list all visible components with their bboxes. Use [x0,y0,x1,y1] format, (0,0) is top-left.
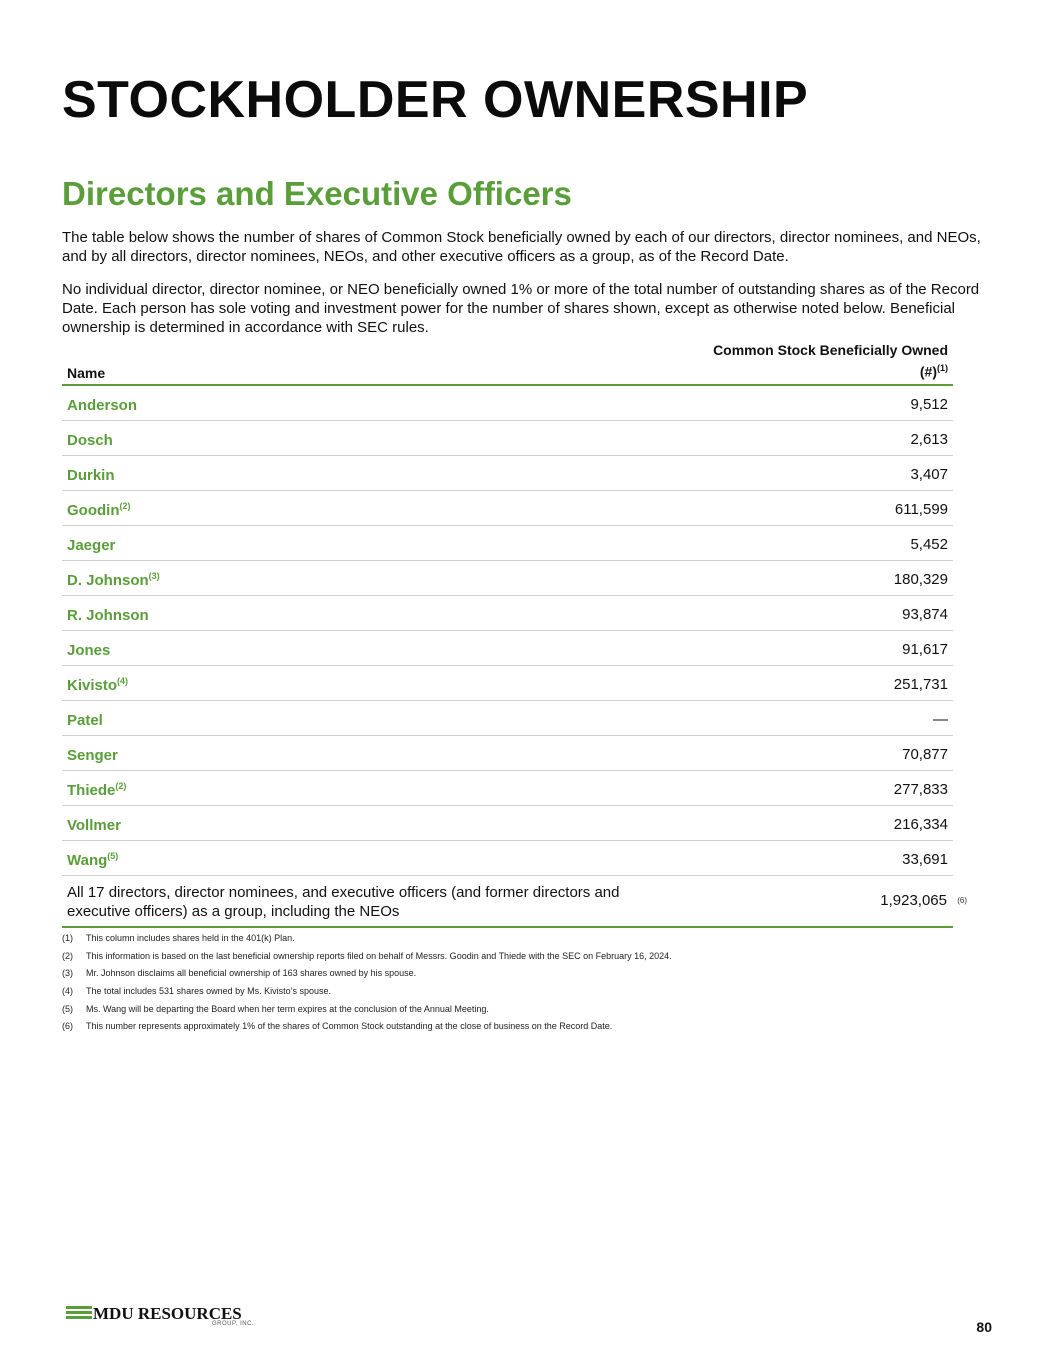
table-row [62,736,953,771]
row-name [67,431,113,449]
row-name [67,851,118,869]
company-logo [66,1304,256,1332]
intro-paragraph-2: No individual director, director nominee, or NEO beneficially owned 1% or more of the total number of outstanding shares as of the Record Date. Each person has sole voting and investment power for the number of shares shown, except as otherwise noted below. Beneficial ownership is determined in accordance with SEC rules. [62,281,980,336]
footnote-text: Mr. Johnson disclaims all beneficial ownership of 163 shares owned by his spouse. [86,968,417,979]
footnote-number: (6) [62,1021,73,1032]
row-footnote-ref: (3) [148,571,160,581]
table-row [62,596,953,631]
row-name [67,746,118,764]
intro-paragraph-1: The table below shows the number of shares of Common Stock beneficially owned by each of our directors, director nominees, and NEOs, and by all directors, director nominees, NEOs, and other executive officers as a group, as of the Record Date. [62,229,981,265]
footnote-text: This information is based on the last beneficial ownership reports filed on behalf of Messrs. Goodin and Thiede with the SEC on February 16, 2024. [86,950,672,961]
row-footnote-ref: (4) [117,676,129,686]
total-value: 1,923,065 [880,892,947,909]
footnote [62,930,962,948]
row-shares-value: 33,691 [902,851,948,868]
footnotes [62,930,962,1036]
table-row [62,456,953,491]
row-name-text: R. Johnson [67,607,149,624]
table-row [62,561,953,596]
row-name-text: D. Johnson [67,572,149,589]
footnote-text: This column includes shares held in the 401(k) Plan. [86,933,295,943]
row-name [67,641,110,659]
column-header-footnote-ref: (1) [937,363,948,374]
footnote [62,965,962,983]
row-name [67,536,115,554]
footnote-number: (4) [62,986,73,997]
table-row [62,771,953,806]
table-row [62,841,953,876]
row-name-text: Dosch [67,432,113,449]
row-footnote-ref: (2) [119,501,131,511]
row-name [67,816,121,834]
table-row [62,421,953,456]
row-shares-value: 70,877 [902,746,948,763]
table-body [62,386,953,876]
page-number: 80 [976,1319,992,1335]
ownership-table [62,342,967,928]
table-row [62,701,953,736]
footnote [62,1001,962,1019]
row-name-text: Jones [67,642,111,659]
footnote-text: Ms. Wang will be departing the Board when her term expires at the conclusion of the Annual Meeting. [86,1003,489,1014]
footnote-number: (1) [62,933,73,943]
footnote [62,948,962,966]
table-total-row [62,876,967,928]
row-footnote-ref: (2) [115,781,127,791]
table-row [62,526,953,561]
row-name-text: Kivisto [67,677,118,694]
row-shares-value: 9,512 [910,396,948,413]
logo-name: MDU RESOURCES [93,1304,242,1323]
row-shares-value: 277,833 [893,781,948,798]
row-name-text: Durkin [67,467,115,484]
table-row [62,386,953,421]
page-title: STOCKHOLDER OWNERSHIP [62,71,809,129]
table-header [62,342,953,386]
table-row [62,491,953,526]
column-header-shares-line1: Common Stock Beneficially Owned [713,342,948,359]
row-shares-value: 91,617 [902,641,948,658]
row-name [67,466,115,484]
row-shares-value: 180,329 [893,571,948,588]
column-header-name: Name [67,365,106,381]
footnote-number: (5) [62,1003,73,1014]
row-name [67,781,126,799]
logo-subtitle: GROUP, INC. [212,1321,255,1327]
row-name [67,676,128,694]
section-title: Directors and Executive Officers [62,175,572,212]
total-footnote-ref: (6) [957,896,967,905]
row-shares-value: — [933,711,948,728]
row-name [67,711,103,729]
row-name-text: Vollmer [67,817,121,834]
row-name-text: Goodin [67,502,120,519]
row-shares-value: 93,874 [902,606,948,623]
row-name-text: Jaeger [67,537,116,554]
row-name [67,606,149,624]
footnote-number: (3) [62,968,73,979]
row-shares-value: 216,334 [893,816,948,833]
table-row [62,666,953,701]
footnote-number: (2) [62,950,73,961]
column-header-shares [713,341,948,381]
row-shares-value: 5,452 [910,536,948,553]
row-name-text: Thiede [67,782,116,799]
row-name [67,571,160,589]
logo-mark-icon [66,1306,92,1320]
footnote-text: The total includes 531 shares owned by Ms. Kivisto’s spouse. [86,986,331,997]
row-name-text: Wang [67,852,108,869]
footnote [62,983,962,1001]
row-name [67,501,131,519]
row-shares-value: 2,613 [910,431,948,448]
row-name-text: Patel [67,712,103,729]
table-row [62,631,953,666]
table-row [62,806,953,841]
footnote-text: This number represents approximately 1% of the shares of Common Stock outstanding at the close of business on the Record Date. [86,1021,613,1032]
total-label: All 17 directors, director nominees, and executive officers (and former directors and executive officers) as a group, including the NEOs [67,884,620,920]
row-name [67,396,137,414]
footnote [62,1018,962,1036]
row-footnote-ref: (5) [107,851,119,861]
column-header-shares-line2: (#) [919,364,937,380]
row-shares-value: 611,599 [894,501,948,518]
row-shares-value: 251,731 [893,676,948,693]
row-name-text: Senger [67,747,118,764]
row-name-text: Anderson [67,397,138,414]
row-shares-value: 3,407 [910,466,948,483]
